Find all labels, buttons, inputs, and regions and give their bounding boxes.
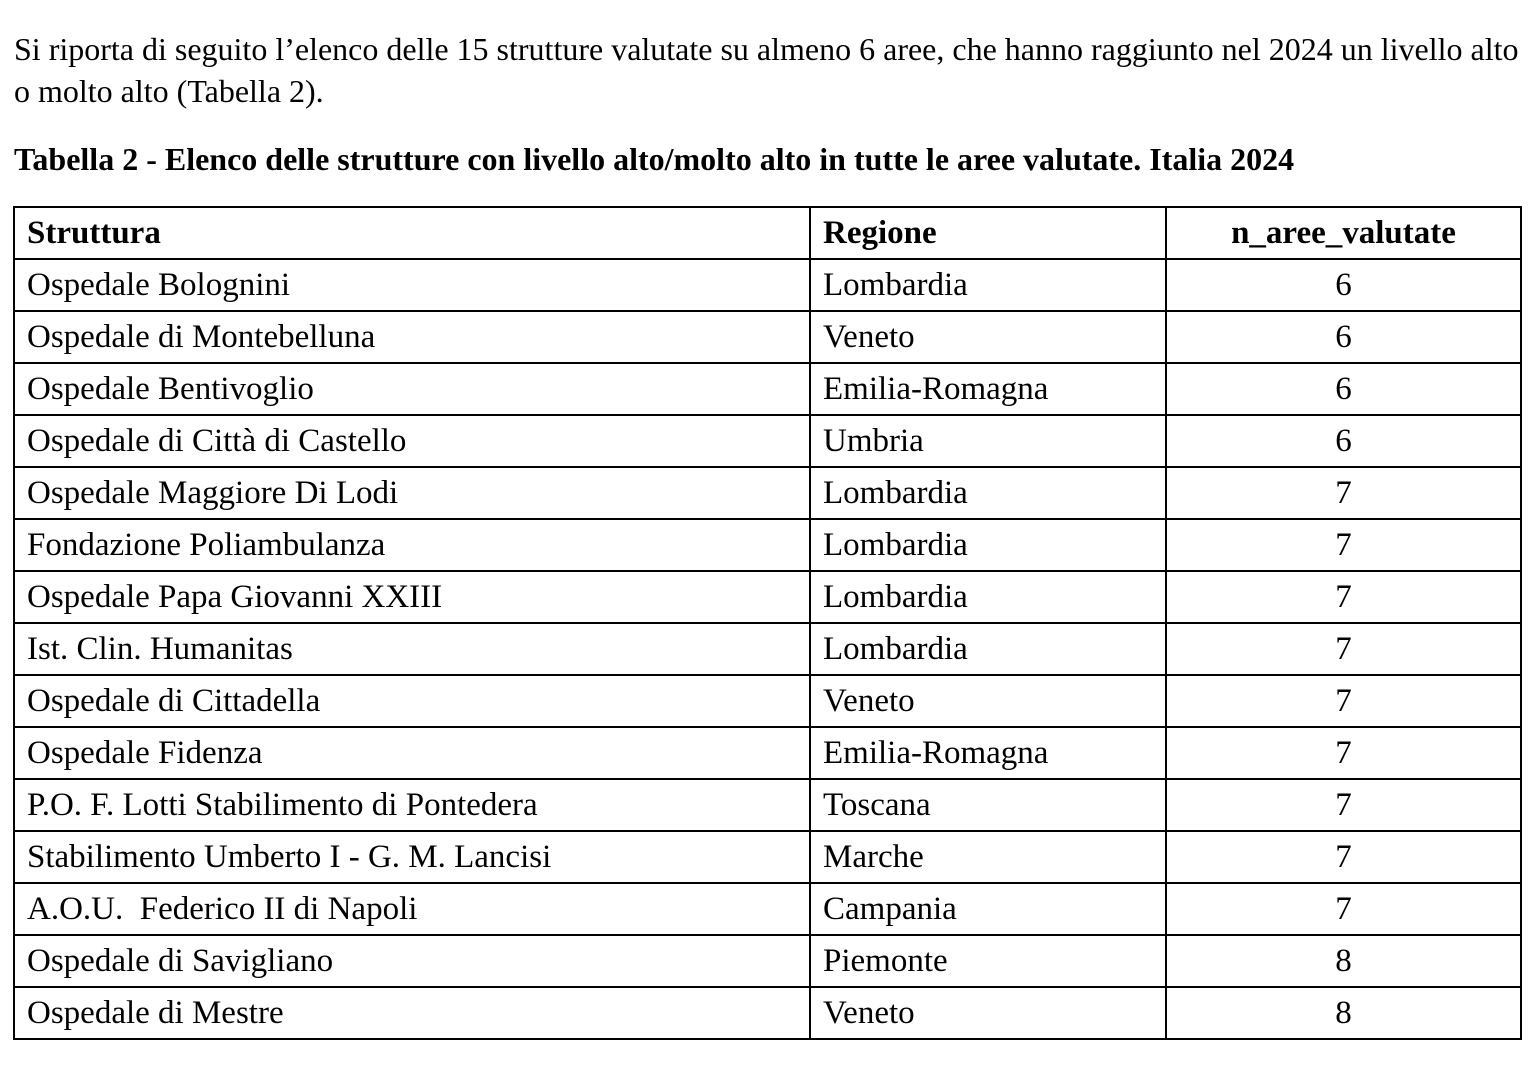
cell-regione: Emilia-Romagna (810, 727, 1166, 779)
cell-regione: Lombardia (810, 519, 1166, 571)
cell-regione: Veneto (810, 987, 1166, 1039)
table-row (14, 519, 1521, 571)
cell-n-aree: 7 (1166, 675, 1521, 727)
table-row (14, 571, 1521, 623)
cell-n-aree: 7 (1166, 831, 1521, 883)
table-row (14, 259, 1521, 311)
table-row (14, 675, 1521, 727)
cell-regione: Umbria (810, 415, 1166, 467)
table-row (14, 311, 1521, 363)
table-row (14, 623, 1521, 675)
cell-struttura: Ospedale Bentivoglio (14, 363, 810, 415)
cell-struttura: Ospedale di Montebelluna (14, 311, 810, 363)
cell-regione: Veneto (810, 311, 1166, 363)
cell-n-aree: 7 (1166, 727, 1521, 779)
cell-struttura: Ospedale Fidenza (14, 727, 810, 779)
cell-regione: Lombardia (810, 623, 1166, 675)
cell-n-aree: 6 (1166, 415, 1521, 467)
table-row (14, 415, 1521, 467)
cell-struttura: Stabilimento Umberto I - G. M. Lancisi (14, 831, 810, 883)
cell-regione: Lombardia (810, 467, 1166, 519)
cell-struttura: Ospedale di Savigliano (14, 935, 810, 987)
table-row (14, 987, 1521, 1039)
table-row (14, 779, 1521, 831)
cell-regione: Lombardia (810, 259, 1166, 311)
table-row (14, 831, 1521, 883)
cell-regione: Marche (810, 831, 1166, 883)
cell-n-aree: 7 (1166, 571, 1521, 623)
cell-struttura: Ospedale di Cittadella (14, 675, 810, 727)
cell-regione: Lombardia (810, 571, 1166, 623)
table-row (14, 727, 1521, 779)
cell-n-aree: 7 (1166, 779, 1521, 831)
cell-struttura: Ospedale di Mestre (14, 987, 810, 1039)
cell-struttura: A.O.U. Federico II di Napoli (14, 883, 810, 935)
intro-paragraph: Si riporta di seguito l’elenco delle 15 strutture valutate su almeno 6 aree, che hanno raggiunto nel 2024 un livello alto o molto alto (Tabella 2). (14, 31, 1519, 109)
header-n-aree-valutate: n_aree_valutate (1166, 207, 1521, 259)
cell-n-aree: 7 (1166, 519, 1521, 571)
cell-n-aree: 8 (1166, 987, 1521, 1039)
cell-struttura: Ospedale Maggiore Di Lodi (14, 467, 810, 519)
table-row (14, 883, 1521, 935)
cell-struttura: Ospedale di Città di Castello (14, 415, 810, 467)
table-row (14, 363, 1521, 415)
cell-n-aree: 7 (1166, 467, 1521, 519)
cell-n-aree: 6 (1166, 259, 1521, 311)
cell-regione: Emilia-Romagna (810, 363, 1166, 415)
cell-struttura: P.O. F. Lotti Stabilimento di Pontedera (14, 779, 810, 831)
table-header-row (14, 207, 1521, 259)
header-regione: Regione (810, 207, 1166, 259)
cell-regione: Piemonte (810, 935, 1166, 987)
structures-table (13, 206, 1522, 1040)
cell-struttura: Ist. Clin. Humanitas (14, 623, 810, 675)
cell-regione: Campania (810, 883, 1166, 935)
cell-struttura: Fondazione Poliambulanza (14, 519, 810, 571)
cell-regione: Veneto (810, 675, 1166, 727)
table-caption: Tabella 2 - Elenco delle strutture con livello alto/molto alto in tutte le aree valutate. Italia 2024 (14, 141, 1295, 177)
cell-regione: Toscana (810, 779, 1166, 831)
cell-struttura: Ospedale Papa Giovanni XXIII (14, 571, 810, 623)
cell-n-aree: 6 (1166, 363, 1521, 415)
table-row (14, 467, 1521, 519)
cell-n-aree: 7 (1166, 883, 1521, 935)
header-struttura: Struttura (14, 207, 810, 259)
cell-n-aree: 7 (1166, 623, 1521, 675)
table-row (14, 935, 1521, 987)
cell-n-aree: 6 (1166, 311, 1521, 363)
cell-struttura: Ospedale Bolognini (14, 259, 810, 311)
cell-n-aree: 8 (1166, 935, 1521, 987)
